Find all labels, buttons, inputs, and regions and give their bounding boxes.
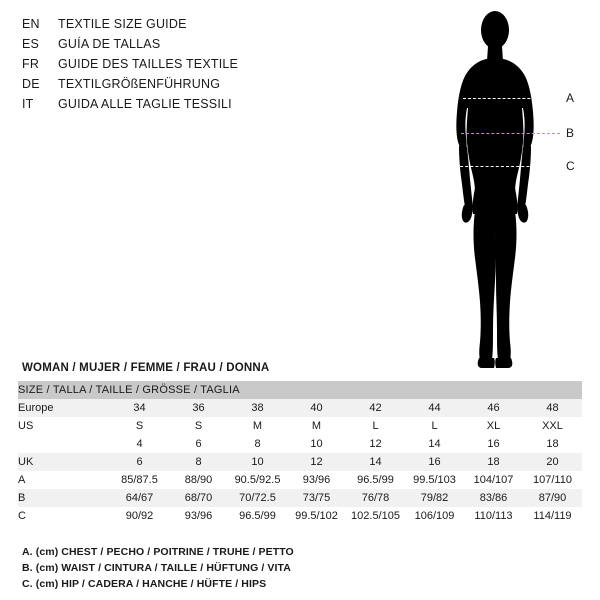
row-label: C [18, 510, 26, 522]
callout-line-hip [455, 166, 560, 167]
section-label-woman: WOMAN / MUJER / FEMME / FRAU / DONNA [22, 362, 270, 374]
table-cell: L [372, 420, 379, 432]
language-title: GUIDA ALLE TAGLIE TESSILI [58, 97, 232, 111]
table-cell: S [135, 420, 144, 432]
language-code: EN [22, 17, 40, 31]
table-cell: XL [486, 420, 501, 432]
table-cell: 104/107 [473, 474, 514, 486]
table-cell: 14 [369, 456, 382, 468]
table-cell: 16 [487, 438, 500, 450]
language-title: GUIDE DES TAILLES TEXTILE [58, 57, 239, 71]
table-row [18, 453, 582, 471]
table-cell: 12 [369, 438, 382, 450]
table-cell: 68/70 [184, 492, 213, 504]
callout-line-chest [463, 98, 560, 99]
table-cell: 14 [428, 438, 441, 450]
language-title: GUÍA DE TALLAS [58, 37, 161, 51]
table-cell: 34 [133, 402, 146, 414]
language-title: TEXTILGRÖßENFÜHRUNG [58, 77, 221, 91]
callout-letter-waist: B [566, 126, 575, 140]
table-cell: 70/72.5 [239, 492, 276, 504]
row-label: A [18, 474, 26, 486]
table-header-label: SIZE / TALLA / TAILLE / GRÖSSE / TAGLIA [18, 381, 582, 399]
table-cell: M [311, 420, 322, 432]
size-table [18, 381, 582, 525]
table-cell: 87/90 [538, 492, 567, 504]
table-cell: 36 [192, 402, 205, 414]
language-row [22, 34, 352, 54]
table-row [18, 399, 582, 417]
callout-line-waist [461, 133, 560, 134]
table-cell: 48 [546, 402, 559, 414]
table-cell: 83/86 [479, 492, 508, 504]
language-code: ES [22, 37, 40, 51]
table-cell: 107/110 [533, 474, 572, 486]
table-cell: 18 [546, 438, 559, 450]
row-label: B [18, 492, 26, 504]
legend-line-waist: B. (cm) WAIST / CINTURA / TAILLE / HÜFTUNG / VITA [22, 562, 291, 574]
row-label: US [18, 420, 34, 432]
language-title-list [22, 14, 352, 114]
table-row [18, 489, 582, 507]
female-silhouette-figure [415, 8, 590, 373]
language-title: TEXTILE SIZE GUIDE [58, 17, 187, 31]
table-cell: 6 [136, 456, 143, 468]
row-label [18, 435, 110, 453]
language-row [22, 74, 352, 94]
table-cell: 85/87.5 [121, 474, 158, 486]
table-cell: 88/90 [184, 474, 213, 486]
table-cell: 44 [428, 402, 441, 414]
table-cell: 38 [251, 402, 264, 414]
table-cell: 8 [254, 438, 261, 450]
language-code: IT [22, 97, 34, 111]
table-cell: 90/92 [125, 510, 154, 522]
table-row [18, 507, 582, 525]
language-code: FR [22, 57, 40, 71]
table-cell: 16 [428, 456, 441, 468]
callout-hip [455, 160, 578, 172]
table-row [18, 471, 582, 489]
table-cell: 18 [487, 456, 500, 468]
table-cell: 4 [136, 438, 143, 450]
table-cell: 64/67 [125, 492, 154, 504]
table-cell: 114/119 [533, 510, 572, 522]
table-cell: 8 [195, 456, 202, 468]
measurement-legend [22, 544, 542, 592]
table-cell: 96.5/99 [239, 510, 276, 522]
table-cell: 99.5/102 [295, 510, 338, 522]
table-cell: 90.5/92.5 [234, 474, 281, 486]
table-cell: 106/109 [414, 510, 455, 522]
table-cell: 76/78 [361, 492, 390, 504]
table-cell: 79/82 [420, 492, 449, 504]
row-label: UK [18, 456, 34, 468]
language-row [22, 54, 352, 74]
table-cell: L [431, 420, 438, 432]
table-cell: 93/96 [184, 510, 213, 522]
language-row [22, 94, 352, 114]
table-cell: 10 [251, 456, 264, 468]
table-cell: 102.5/105 [351, 510, 400, 522]
table-row [18, 417, 582, 435]
table-row [18, 435, 582, 453]
table-cell: 93/96 [302, 474, 331, 486]
table-cell: M [252, 420, 263, 432]
legend-line-hip: C. (cm) HIP / CADERA / HANCHE / HÜFTE / HIPS [22, 578, 267, 590]
table-cell: 73/75 [302, 492, 331, 504]
callout-waist [461, 127, 578, 139]
callout-chest [463, 92, 578, 104]
table-header-row [18, 381, 582, 399]
language-row [22, 14, 352, 34]
table-cell: 42 [369, 402, 382, 414]
language-code: DE [22, 77, 40, 91]
table-cell: S [194, 420, 203, 432]
row-label: Europe [18, 402, 54, 414]
table-cell: 110/113 [474, 510, 513, 522]
table-cell: 40 [310, 402, 323, 414]
table-cell: XXL [542, 420, 563, 432]
table-cell: 12 [310, 456, 323, 468]
table-cell: 10 [310, 438, 323, 450]
table-cell: 6 [195, 438, 202, 450]
table-cell: 46 [487, 402, 500, 414]
legend-line-chest: A. (cm) CHEST / PECHO / POITRINE / TRUHE / PETTO [22, 546, 294, 558]
table-cell: 99.5/103 [413, 474, 456, 486]
table-cell: 20 [546, 456, 559, 468]
callout-letter-chest: A [566, 91, 575, 105]
table-cell: 96.5/99 [357, 474, 394, 486]
callout-letter-hip: C [566, 159, 575, 173]
